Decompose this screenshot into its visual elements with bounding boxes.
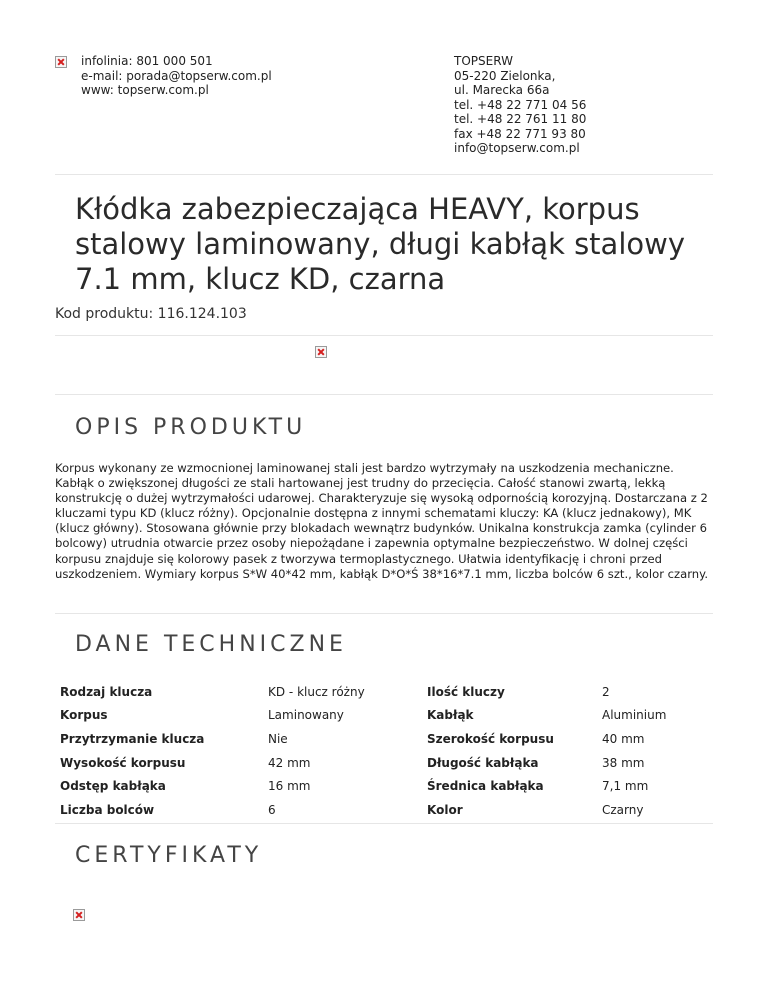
- technical-heading: DANE TECHNICZNE: [75, 632, 347, 657]
- spec-value: 40 mm: [602, 731, 645, 746]
- spec-label: Przytrzymanie klucza: [60, 731, 205, 746]
- description-text: Korpus wykonany ze wzmocnionej laminowanej stali jest bardzo wytrzymały na uszkodzenia mechaniczne. Kabłąk o zwiększonej długości ze stali hartowanej jest trudny do przecięcia. Całość stanowi zwartą, lekką konstrukcję o dużej wytrzymałości udarowej. Charakteryzuje się wysoką odpornością korozyjną. Dostarczana z 2 kluczami typu KD (klucz różny). Opcjonalnie dostępna z innymi schematami kluczy: KA (klucz jednakowy), MK (klucz główny). Stosowana głównie przy blokadach wewnątrz budynków. Unikalna konstrukcja zamka (cylinder 6 bolcowy) utrudnia otwarcie przez osoby niepożądane i zapewnia optymalne bezpieczeństwo. W dolnej części korpusu znajduje się kolorowy pasek z tworzywa termoplastycznego. Ułatwia identyfikację i chroni przed uszkodzeniem. Wymiary korpus S*W 40*42 mm, kabłąk D*O*Ś 38*16*7.1 mm, liczba bolców 6 szt., kolor czarny.: [55, 461, 709, 581]
- spec-label: Kabłąk: [427, 708, 474, 723]
- spec-value: KD - klucz różny: [268, 684, 365, 699]
- spec-label: Wysokość korpusu: [60, 755, 186, 770]
- spec-label: Odstęp kabłąka: [60, 779, 166, 794]
- spec-value: 38 mm: [602, 755, 645, 770]
- spec-value: Aluminium: [602, 708, 667, 723]
- spec-value: 7,1 mm: [602, 779, 649, 794]
- spec-label: Rodzaj klucza: [60, 684, 153, 699]
- header-divider: [55, 174, 713, 175]
- company-fax: fax +48 22 771 93 80: [454, 126, 586, 141]
- company-street: ul. Marecka 66a: [454, 83, 550, 97]
- spec-label: Ilość kluczy: [427, 684, 505, 699]
- company-phone-1: tel. +48 22 771 04 56: [454, 97, 587, 112]
- spec-label: Średnica kabłąka: [427, 779, 544, 794]
- description-divider: [55, 613, 713, 614]
- table-row: [55, 798, 713, 822]
- spec-value: 42 mm: [268, 755, 311, 770]
- company-phone-2: tel. +48 22 761 11 80: [454, 112, 587, 126]
- company-name: TOPSERW: [454, 54, 513, 68]
- spec-label: Korpus: [60, 708, 108, 723]
- spec-value: Czarny: [602, 802, 644, 817]
- product-code: Kod produktu: 116.124.103: [55, 306, 247, 322]
- spec-label: Szerokość korpusu: [427, 731, 554, 746]
- title-divider: [55, 335, 713, 336]
- logo-broken-image-icon: [55, 56, 67, 68]
- spec-value: 16 mm: [268, 779, 311, 794]
- website-text: www: topserw.com.pl: [81, 83, 209, 97]
- technical-table: [55, 680, 713, 822]
- certificates-heading: CERTYFIKATY: [75, 843, 263, 868]
- certificate-broken-image-icon: [73, 909, 85, 921]
- spec-label: Kolor: [427, 802, 463, 817]
- spec-value: 6: [268, 802, 276, 817]
- email-text: e-mail: porada@topserw.com.pl: [81, 68, 272, 83]
- spec-value: 2: [602, 684, 610, 699]
- table-row: [55, 704, 713, 728]
- table-row: [55, 727, 713, 751]
- table-row: [55, 680, 713, 704]
- table-divider: [55, 823, 713, 824]
- table-row: [55, 751, 713, 775]
- company-address: [454, 54, 586, 156]
- hotline-text: infolinia: 801 000 501: [81, 54, 213, 68]
- company-email: info@topserw.com.pl: [454, 141, 580, 155]
- product-broken-image-icon: [315, 346, 327, 358]
- image-divider: [55, 394, 713, 395]
- company-city: 05-220 Zielonka,: [454, 68, 556, 83]
- spec-value: Laminowany: [268, 708, 344, 723]
- contact-info: [81, 54, 272, 98]
- spec-label: Długość kabłąka: [427, 755, 539, 770]
- spec-value: Nie: [268, 731, 288, 746]
- table-row: [55, 774, 713, 798]
- description-heading: OPIS PRODUKTU: [75, 415, 307, 440]
- spec-label: Liczba bolców: [60, 802, 155, 817]
- product-title: Kłódka zabezpieczająca HEAVY, korpus stalowy laminowany, długi kabłąk stalowy 7.1 mm, klucz KD, czarna: [75, 192, 686, 296]
